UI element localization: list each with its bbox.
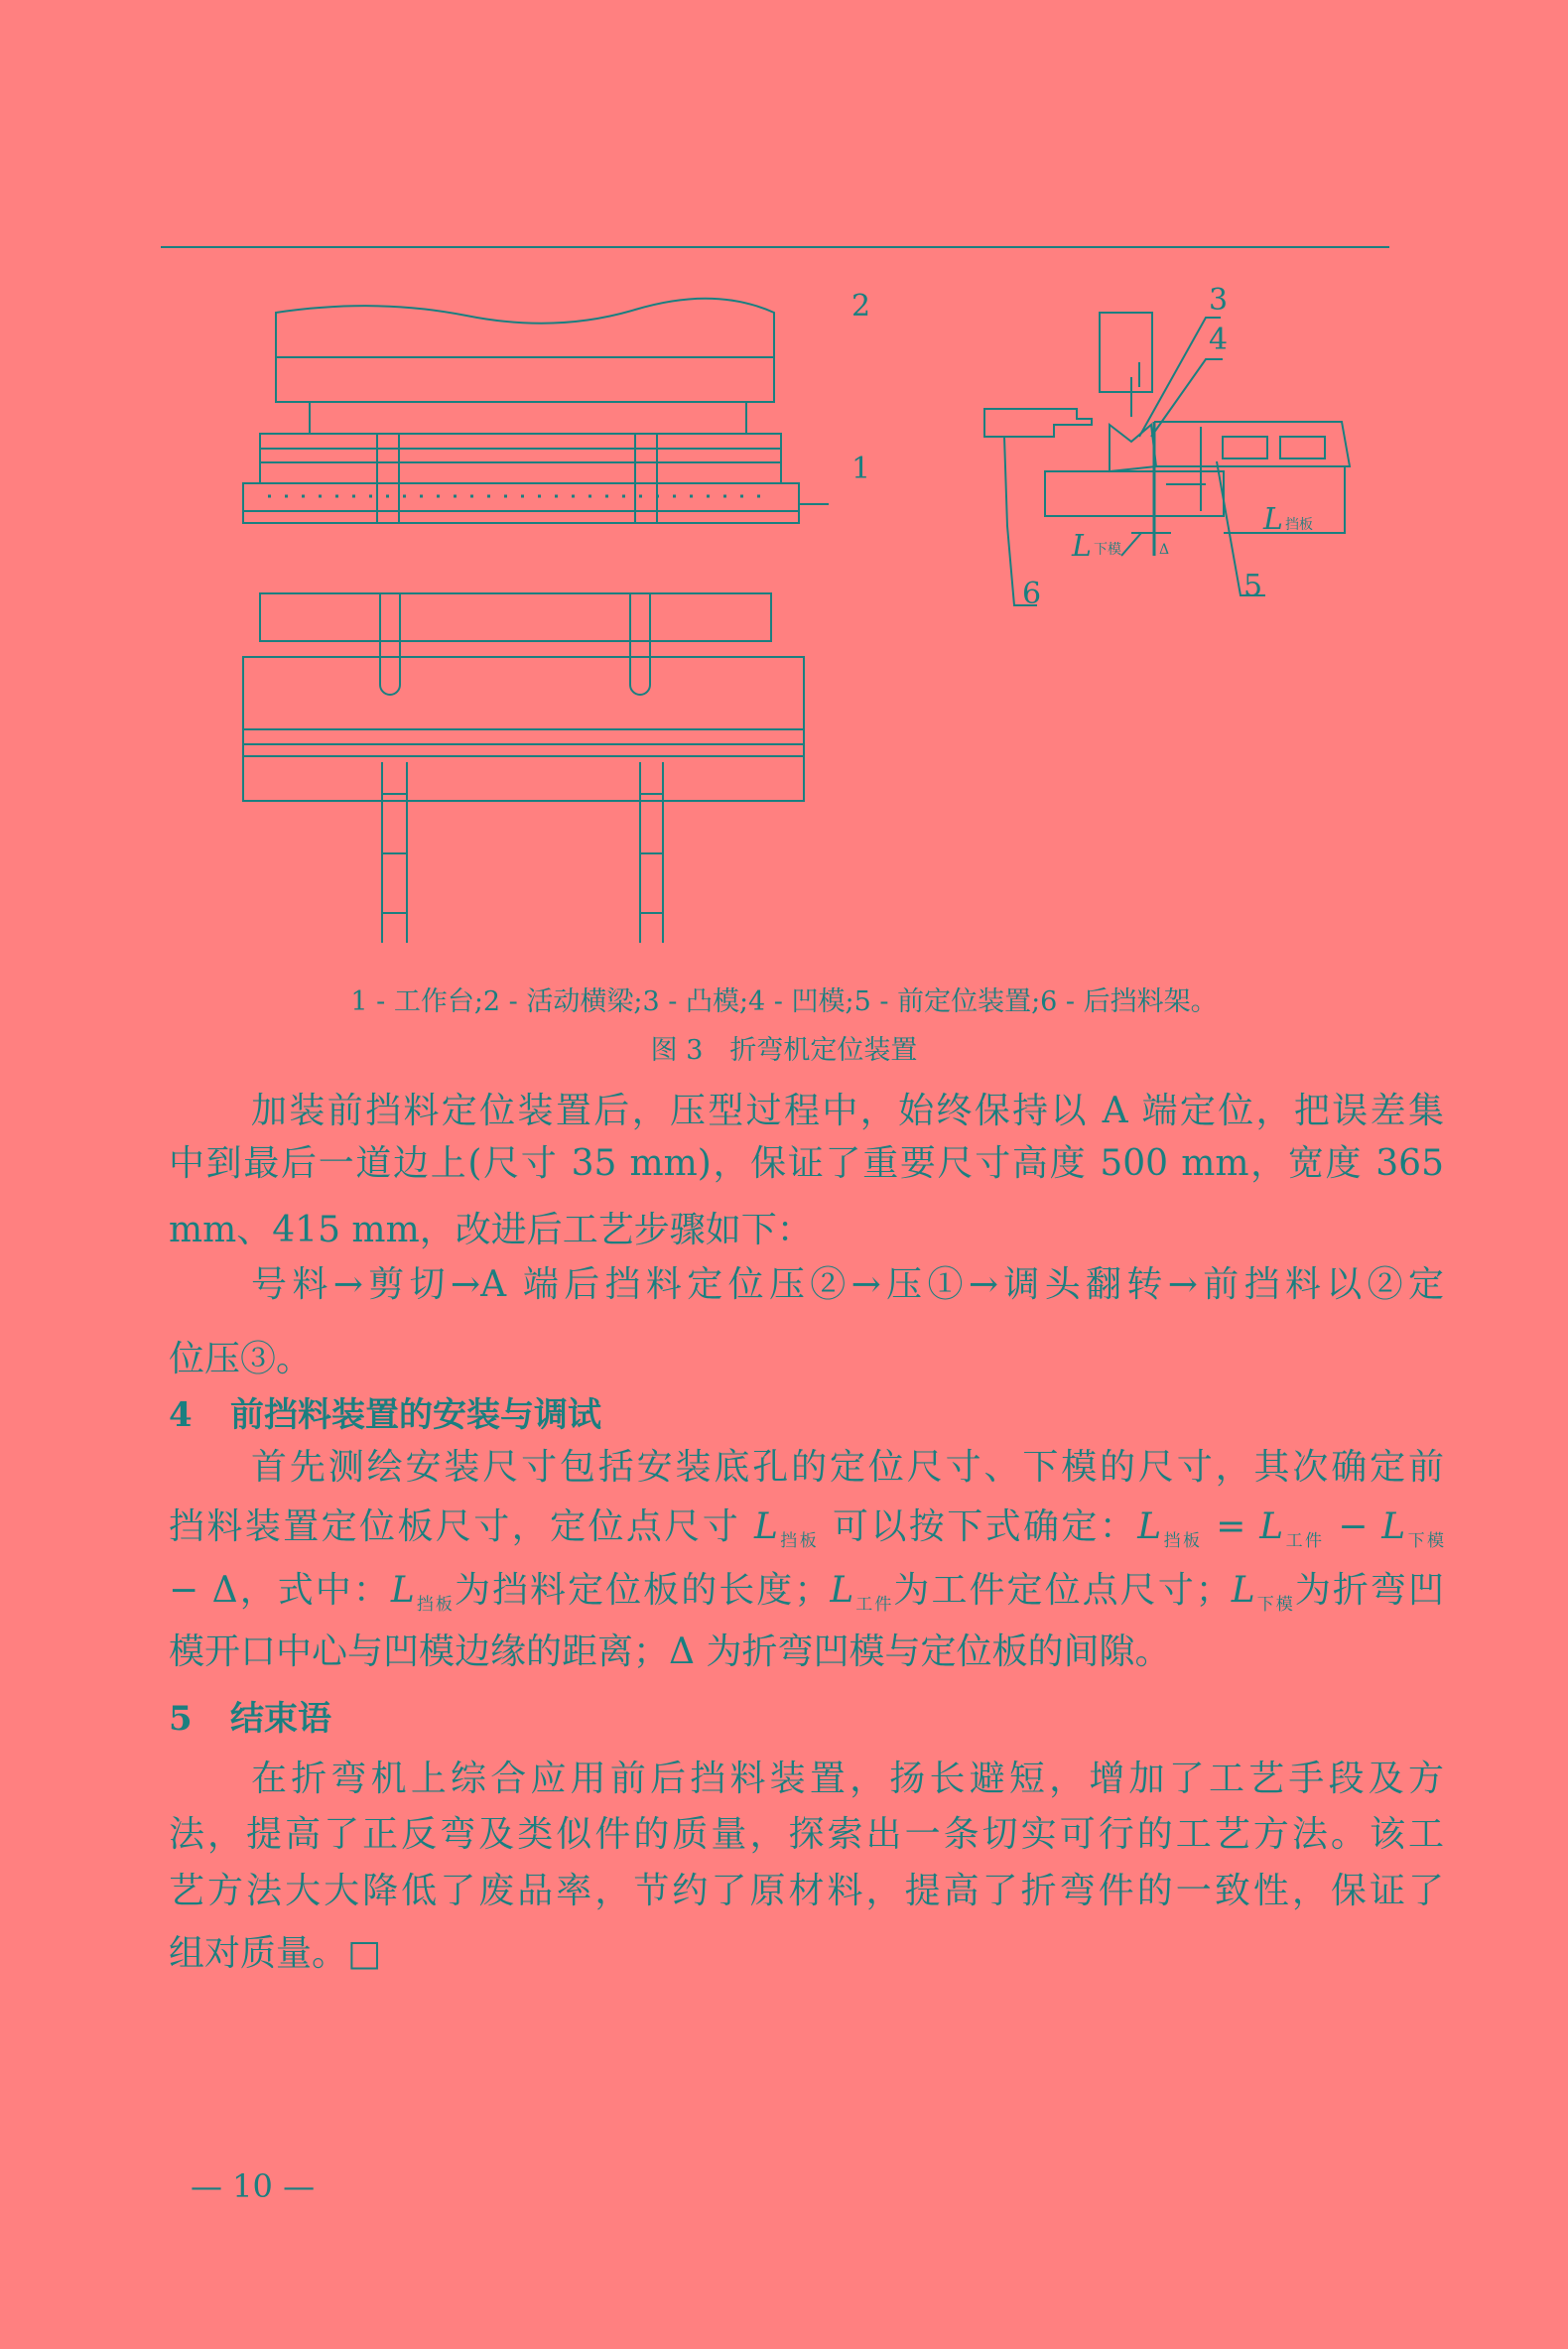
page-number: — 10 — (191, 2167, 316, 2205)
section5-line: 在折弯机上综合应用前后挡料装置，扬长避短，增加了工艺手段及方 (251, 1759, 1444, 1799)
figure-legend: 1 - 工作台;2 - 活动横梁;3 - 凸模;4 - 凹模;5 - 前定位装置;6 - 后挡料架。 (350, 986, 1218, 1017)
formula-line: 挡料装置定位板尺寸，定位点尺寸 $L_{挡板}$ 可以按下式确定：$L_{挡板} = L_{工件} - L_{下模}$ (169, 1506, 1445, 1551)
label-6: 6 (1022, 577, 1042, 611)
section5-line: 法，提高了正反弯及类似件的质量，探索出一条切实可行的工艺方法。该工 (169, 1814, 1444, 1855)
label-3: 3 (1209, 283, 1229, 318)
section5-line: 艺方法大大降低了废品率，节约了原材料，提高了折弯件的一致性，保证了 (169, 1871, 1444, 1911)
label-sub-dangban: 挡板 (1285, 517, 1313, 533)
section-title: 前挡料装置的安装与调试 (230, 1395, 601, 1435)
section-4-heading (169, 1393, 601, 1437)
definitions-line: − Δ，式中：$L_{挡板}$为挡料定位板的长度；$L_{工件}$为工件定位点尺寸；$L_{下模}$为折弯凹 (169, 1570, 1444, 1615)
label-delta: Δ (1159, 542, 1170, 558)
process-steps-line: 号料→剪切→A 端后挡料定位压②→压①→调头翻转→前挡料以②定 (251, 1264, 1444, 1305)
section-number: 4 (169, 1395, 193, 1435)
figure-3-drawing (0, 0, 1568, 973)
para1-line: mm、415 mm，改进后工艺步骤如下： (169, 1210, 813, 1250)
label-4: 4 (1209, 323, 1229, 357)
para1-line: 加装前挡料定位装置后，压型过程中，始终保持以 A 端定位，把误差集 (251, 1091, 1444, 1131)
process-steps-line: 位压③。 (169, 1339, 313, 1379)
section5-line: 组对质量。□ (169, 1933, 382, 1974)
label-L-xiamo: L (1072, 529, 1092, 564)
label-1: 1 (851, 452, 871, 486)
section4-line: 首先测绘安装尺寸包括安装底孔的定位尺寸、下模的尺寸，其次确定前 (251, 1447, 1444, 1488)
side-view (984, 313, 1350, 605)
label-sub-xiamo: 下模 (1094, 542, 1121, 558)
front-view (243, 299, 829, 523)
figure-caption: 图 3 折弯机定位装置 (650, 1035, 918, 1066)
section4-line: 模开口中心与凹模边缘的距离；Δ 为折弯凹模与定位板的间隙。 (169, 1631, 1171, 1672)
label-2: 2 (851, 289, 871, 324)
top-view (243, 593, 804, 943)
section-number: 5 (169, 1699, 193, 1739)
label-5: 5 (1243, 569, 1263, 603)
section-title: 结束语 (230, 1699, 331, 1739)
label-L-dangban: L (1263, 502, 1283, 537)
section-5-heading (169, 1697, 331, 1741)
para1-line: 中到最后一道边上(尺寸 35 mm)，保证了重要尺寸高度 500 mm，宽度 365 (169, 1143, 1444, 1184)
